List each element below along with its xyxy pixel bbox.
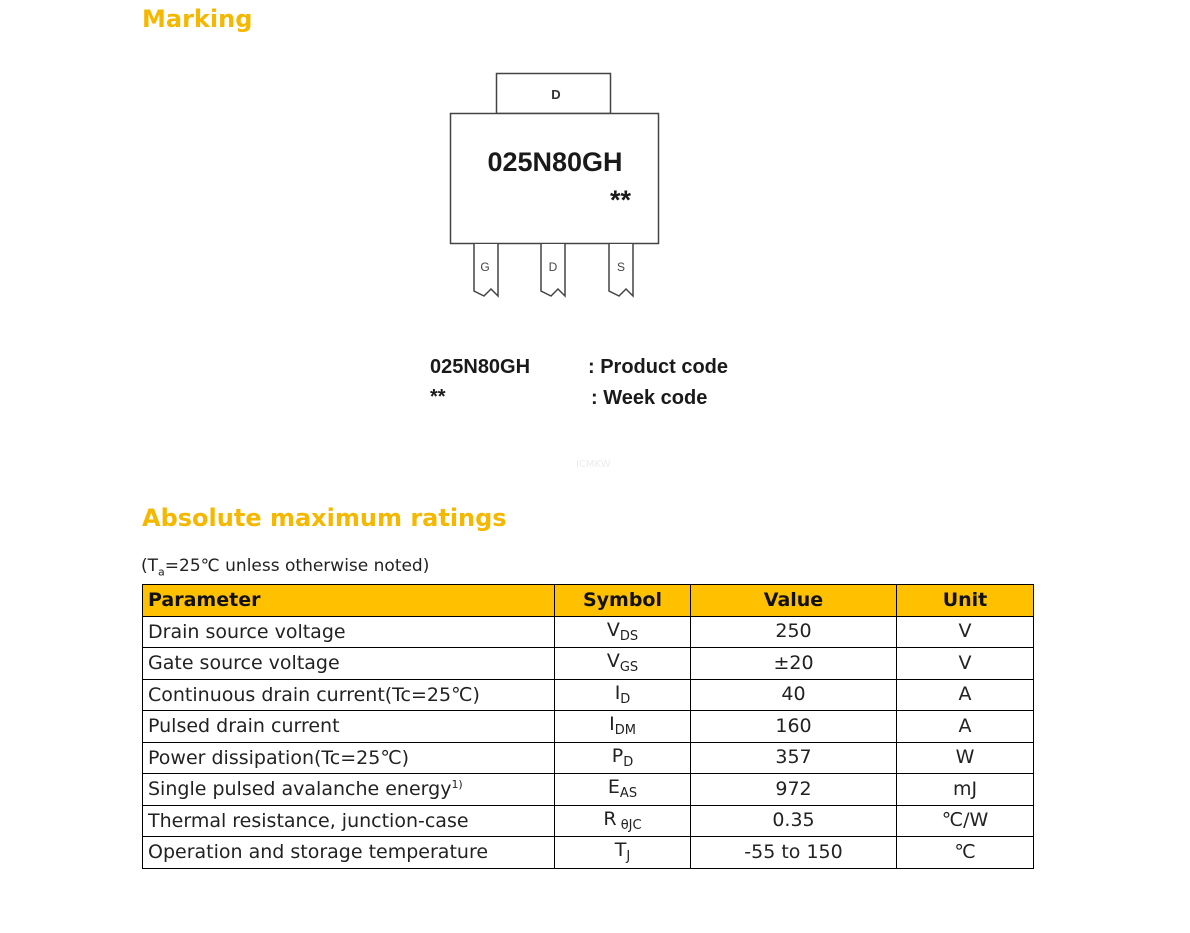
symbol-cell: $E_{AS}$ (555, 774, 691, 806)
column-header-parameter: Parameter (143, 585, 555, 617)
marking-heading: Marking (142, 5, 253, 33)
package-body (451, 114, 659, 244)
pin-g (474, 244, 498, 296)
ratings-table (142, 584, 1034, 869)
value-cell: 250 (691, 616, 897, 648)
unit-cell: mJ (897, 774, 1034, 806)
legend-product-code: 025N80GH (430, 356, 531, 378)
tab-pin-label: D (551, 87, 561, 102)
pin-s (609, 244, 633, 296)
pin-g-label: G (480, 260, 490, 274)
column-header-symbol: Symbol (555, 585, 691, 617)
legend-week-code: ** (430, 386, 446, 408)
package-week-code: ** (609, 185, 631, 215)
symbol-cell: R $_{\theta JC}$ (555, 805, 691, 837)
parameter-cell: Gate source voltage (143, 648, 555, 680)
ratings-heading: Absolute maximum ratings (142, 504, 507, 532)
table-row (143, 837, 1034, 869)
unit-cell: ℃/W (897, 805, 1034, 837)
unit-cell: A (897, 679, 1034, 711)
parameter-cell: Single pulsed avalanche energy$^{1)}$ (143, 774, 555, 806)
legend-product-code-description: : Product code (588, 356, 729, 378)
unit-cell: W (897, 742, 1034, 774)
parameter-cell: Pulsed drain current (143, 711, 555, 743)
table-row (143, 742, 1034, 774)
table-row (143, 648, 1034, 680)
parameter-cell: Thermal resistance, junction-case (143, 805, 555, 837)
parameter-cell: Drain source voltage (143, 616, 555, 648)
parameter-cell: Power dissipation(Tc=25℃) (143, 742, 555, 774)
table-row (143, 774, 1034, 806)
symbol-cell: $V_{DS}$ (555, 616, 691, 648)
value-cell: ±20 (691, 648, 897, 680)
parameter-cell: Operation and storage temperature (143, 837, 555, 869)
table-row (143, 616, 1034, 648)
unit-cell: ℃ (897, 837, 1034, 869)
unit-cell: V (897, 648, 1034, 680)
unit-cell: V (897, 616, 1034, 648)
table-row (143, 679, 1034, 711)
symbol-cell: $I_{DM}$ (555, 711, 691, 743)
value-cell: 160 (691, 711, 897, 743)
symbol-cell: $V_{GS}$ (555, 648, 691, 680)
package-marking-diagram (440, 68, 680, 313)
table-header-row (143, 585, 1034, 617)
symbol-cell: $P_D$ (555, 742, 691, 774)
value-cell: 357 (691, 742, 897, 774)
unit-cell: A (897, 711, 1034, 743)
watermark: ICMKW (576, 459, 611, 470)
ratings-condition-note: ($T_a=25℃$ unless otherwise noted) (141, 556, 430, 579)
legend-week-code-description: : Week code (591, 387, 708, 409)
value-cell: -55 to 150 (691, 837, 897, 869)
symbol-cell: $T_J$ (555, 837, 691, 869)
column-header-unit: Unit (897, 585, 1034, 617)
column-header-value: Value (691, 585, 897, 617)
table-row (143, 805, 1034, 837)
pin-d-label: D (548, 260, 558, 274)
value-cell: 40 (691, 679, 897, 711)
value-cell: 972 (691, 774, 897, 806)
symbol-cell: $I_D$ (555, 679, 691, 711)
value-cell: 0.35 (691, 805, 897, 837)
parameter-cell: Continuous drain current(Tc=25℃) (143, 679, 555, 711)
pin-s-label: S (616, 260, 626, 274)
table-row (143, 711, 1034, 743)
package-product-code: 025N80GH (487, 147, 623, 177)
pin-d (541, 244, 565, 296)
